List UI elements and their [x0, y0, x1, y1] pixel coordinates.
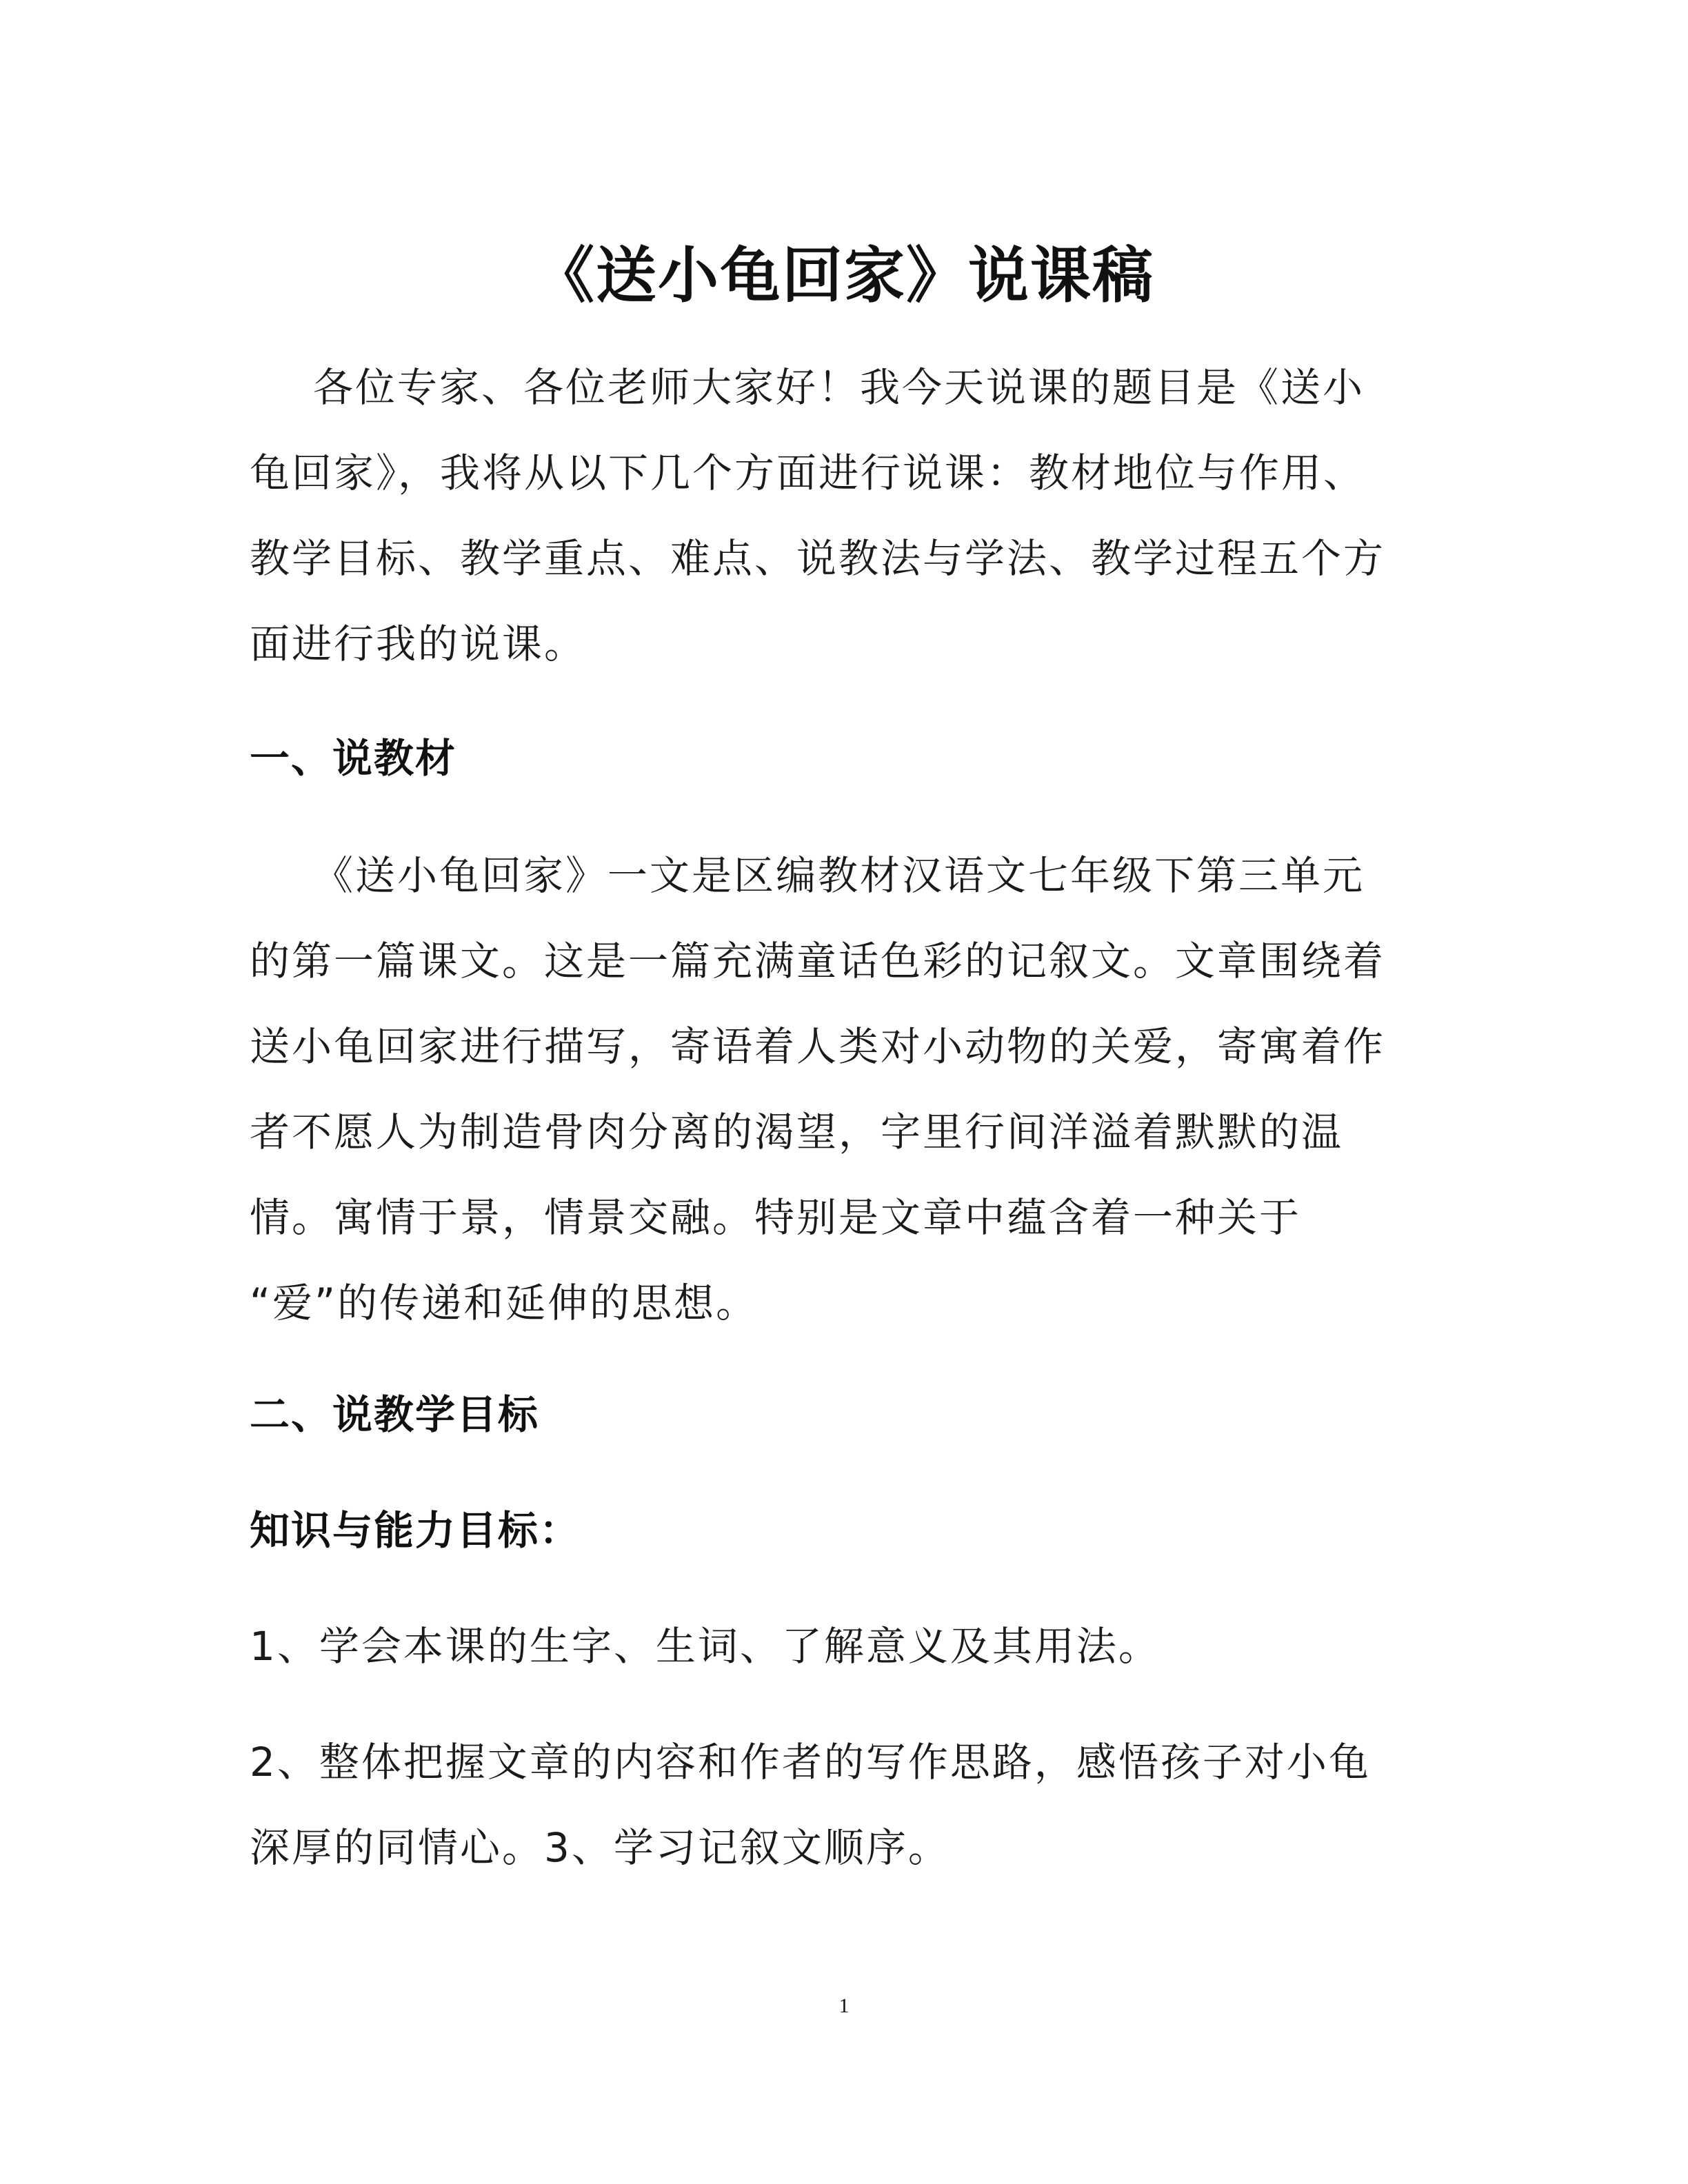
- textbook-line: 者不愿人为制造骨肉分离的渴望，字里行间洋溢着默默的温: [250, 1109, 1344, 1155]
- intro-line: 龟回家》，我将从以下几个方面进行说课：教材地位与作用、: [250, 449, 1366, 496]
- textbook-line: 《送小龟回家》一文是区编教材汉语文七年级下第三单元: [313, 852, 1365, 899]
- textbook-line: 的第一篇课文。这是一篇充满童话色彩的记叙文。文章围绕着: [250, 938, 1386, 984]
- objective-item-2-line: 2、整体把握文章的内容和作者的写作思路，感悟孩子对小龟: [250, 1739, 1371, 1786]
- objective-item-2: [250, 1719, 1436, 1890]
- intro-line: 各位专家、各位老师大家好！我今天说课的题目是《送小: [313, 364, 1365, 411]
- section-heading-objectives: 二、说教学目标: [250, 1391, 540, 1438]
- textbook-paragraph: [250, 833, 1436, 1346]
- intro-line: 教学目标、教学重点、难点、说教法与学法、教学过程五个方: [250, 535, 1386, 582]
- section-heading-textbook: 一、说教材: [250, 735, 457, 782]
- subheading-knowledge-ability: 知识与能力目标：: [250, 1507, 581, 1554]
- objective-item-1: 1、学会本课的生字、生词、了解意义及其用法。: [250, 1623, 1160, 1670]
- intro-line: 面进行我的说课。: [250, 620, 587, 667]
- textbook-line: “爱”的传递和延伸的思想。: [250, 1280, 758, 1326]
- textbook-line: 情。寓情于景，情景交融。特别是文章中蕴含着一种关于: [250, 1194, 1302, 1241]
- page-number: 1: [838, 1994, 850, 2017]
- textbook-line: 送小龟回家进行描写，寄语着人类对小动物的关爱，寄寓着作: [250, 1023, 1386, 1070]
- objective-item-2-line: 深厚的同情心。3、学习记叙文顺序。: [250, 1824, 950, 1871]
- document-title: 《送小龟回家》说课稿: [533, 240, 1154, 311]
- intro-paragraph: [250, 345, 1436, 687]
